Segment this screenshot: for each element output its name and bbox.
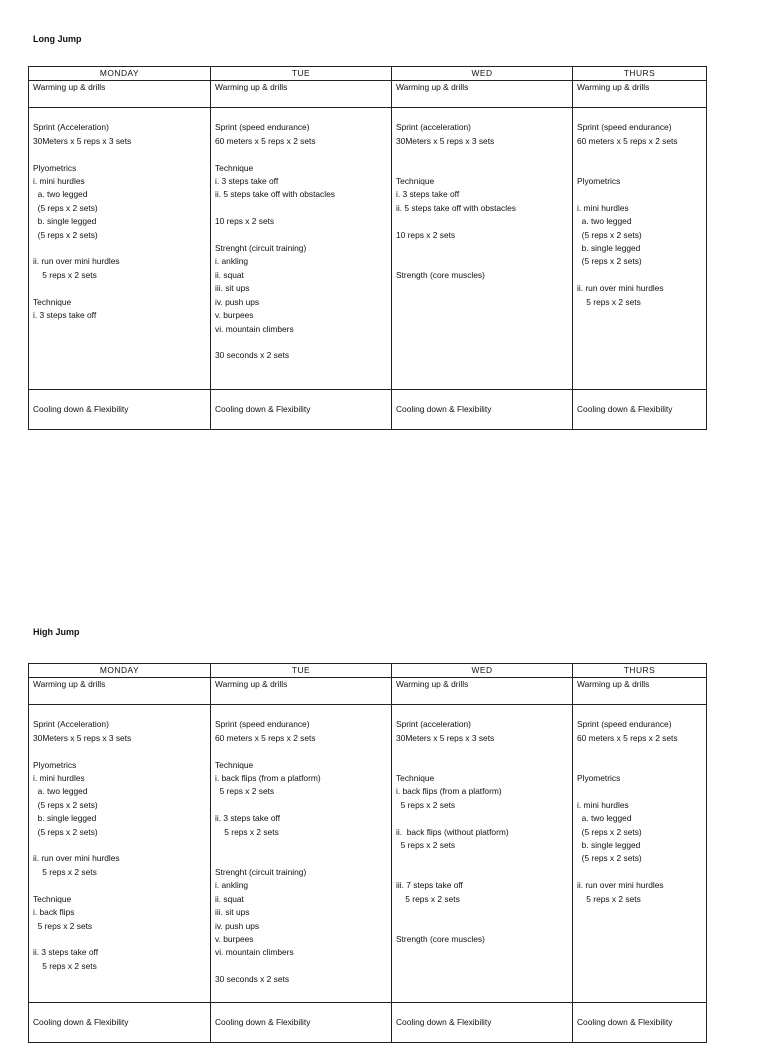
cooldown-cell: Cooling down & Flexibility xyxy=(392,390,573,430)
warmup-cell: Warming up & drills xyxy=(211,678,392,705)
workout-cell: Sprint (speed endurance) 60 meters x 5 reps x 2 sets Technique i. back flips (from a platform) 5 reps x 2 sets ii. 3 steps take off 5 reps x 2 sets Strenght (circuit training) i. ankling ii. squat iii. sit ups iv. push ups v. burpees vi. mountain climbers 30 seconds x 2 sets xyxy=(211,705,392,1003)
warmup-row xyxy=(29,81,707,108)
warmup-cell: Warming up & drills xyxy=(392,678,573,705)
long-jump-title: Long Jump xyxy=(33,34,82,44)
day-header: TUE xyxy=(211,67,392,81)
cooldown-cell: Cooling down & Flexibility xyxy=(29,390,211,430)
day-header: THURS xyxy=(573,664,707,678)
cooldown-cell: Cooling down & Flexibility xyxy=(211,1003,392,1043)
workout-cell: Sprint (Acceleration) 30Meters x 5 reps x 3 sets Plyometrics i. mini hurdles a. two legged (5 reps x 2 sets) b. single legged (5 reps x 2 sets) ii. run over mini hurdles 5 reps x 2 sets Technique i. back flips 5 reps x 2 sets ii. 3 steps take off 5 reps x 2 sets xyxy=(29,705,211,1003)
long-jump-table xyxy=(28,66,707,430)
workout-cell: Sprint (speed endurance) 60 meters x 5 reps x 2 sets Plyometrics i. mini hurdles a. two legged (5 reps x 2 sets) b. single legged (5 reps x 2 sets) ii. run over mini hurdles 5 reps x 2 sets xyxy=(573,108,707,390)
main-row xyxy=(29,108,707,390)
day-header: TUE xyxy=(211,664,392,678)
cooldown-cell: Cooling down & Flexibility xyxy=(573,390,707,430)
header-row xyxy=(29,664,707,678)
high-jump-title: High Jump xyxy=(33,627,80,637)
high-jump-table xyxy=(28,663,707,1043)
header-row xyxy=(29,67,707,81)
cooldown-row xyxy=(29,1003,707,1043)
day-header: WED xyxy=(392,67,573,81)
warmup-cell: Warming up & drills xyxy=(573,678,707,705)
warmup-cell: Warming up & drills xyxy=(29,678,211,705)
day-header: WED xyxy=(392,664,573,678)
warmup-cell: Warming up & drills xyxy=(211,81,392,108)
warmup-row xyxy=(29,678,707,705)
main-row xyxy=(29,705,707,1003)
cooldown-cell: Cooling down & Flexibility xyxy=(211,390,392,430)
day-header: THURS xyxy=(573,67,707,81)
warmup-cell: Warming up & drills xyxy=(392,81,573,108)
workout-cell: Sprint (speed endurance) 60 meters x 5 reps x 2 sets Plyometrics i. mini hurdles a. two legged (5 reps x 2 sets) b. single legged (5 reps x 2 sets) ii. run over mini hurdles 5 reps x 2 sets xyxy=(573,705,707,1003)
day-header: MONDAY xyxy=(29,664,211,678)
workout-cell: Sprint (acceleration) 30Meters x 5 reps x 3 sets Technique i. back flips (from a platform) 5 reps x 2 sets ii. back flips (without platform) 5 reps x 2 sets iii. 7 steps take off 5 reps x 2 sets Strength (core muscles) xyxy=(392,705,573,1003)
cooldown-cell: Cooling down & Flexibility xyxy=(29,1003,211,1043)
cooldown-cell: Cooling down & Flexibility xyxy=(392,1003,573,1043)
warmup-cell: Warming up & drills xyxy=(573,81,707,108)
workout-cell: Sprint (Acceleration) 30Meters x 5 reps x 3 sets Plyometrics i. mini hurdles a. two legged (5 reps x 2 sets) b. single legged (5 reps x 2 sets) ii. run over mini hurdles 5 reps x 2 sets Technique i. 3 steps take off xyxy=(29,108,211,390)
cooldown-cell: Cooling down & Flexibility xyxy=(573,1003,707,1043)
warmup-cell: Warming up & drills xyxy=(29,81,211,108)
cooldown-row xyxy=(29,390,707,430)
workout-cell: Sprint (acceleration) 30Meters x 5 reps x 3 sets Technique i. 3 steps take off ii. 5 steps take off with obstacles 10 reps x 2 sets Strength (core muscles) xyxy=(392,108,573,390)
workout-cell: Sprint (speed endurance) 60 meters x 5 reps x 2 sets Technique i. 3 steps take off ii. 5 steps take off with obstacles 10 reps x 2 sets Strenght (circuit training) i. ankling ii. squat iii. sit ups iv. push ups v. burpees vi. mountain climbers 30 seconds x 2 sets xyxy=(211,108,392,390)
day-header: MONDAY xyxy=(29,67,211,81)
